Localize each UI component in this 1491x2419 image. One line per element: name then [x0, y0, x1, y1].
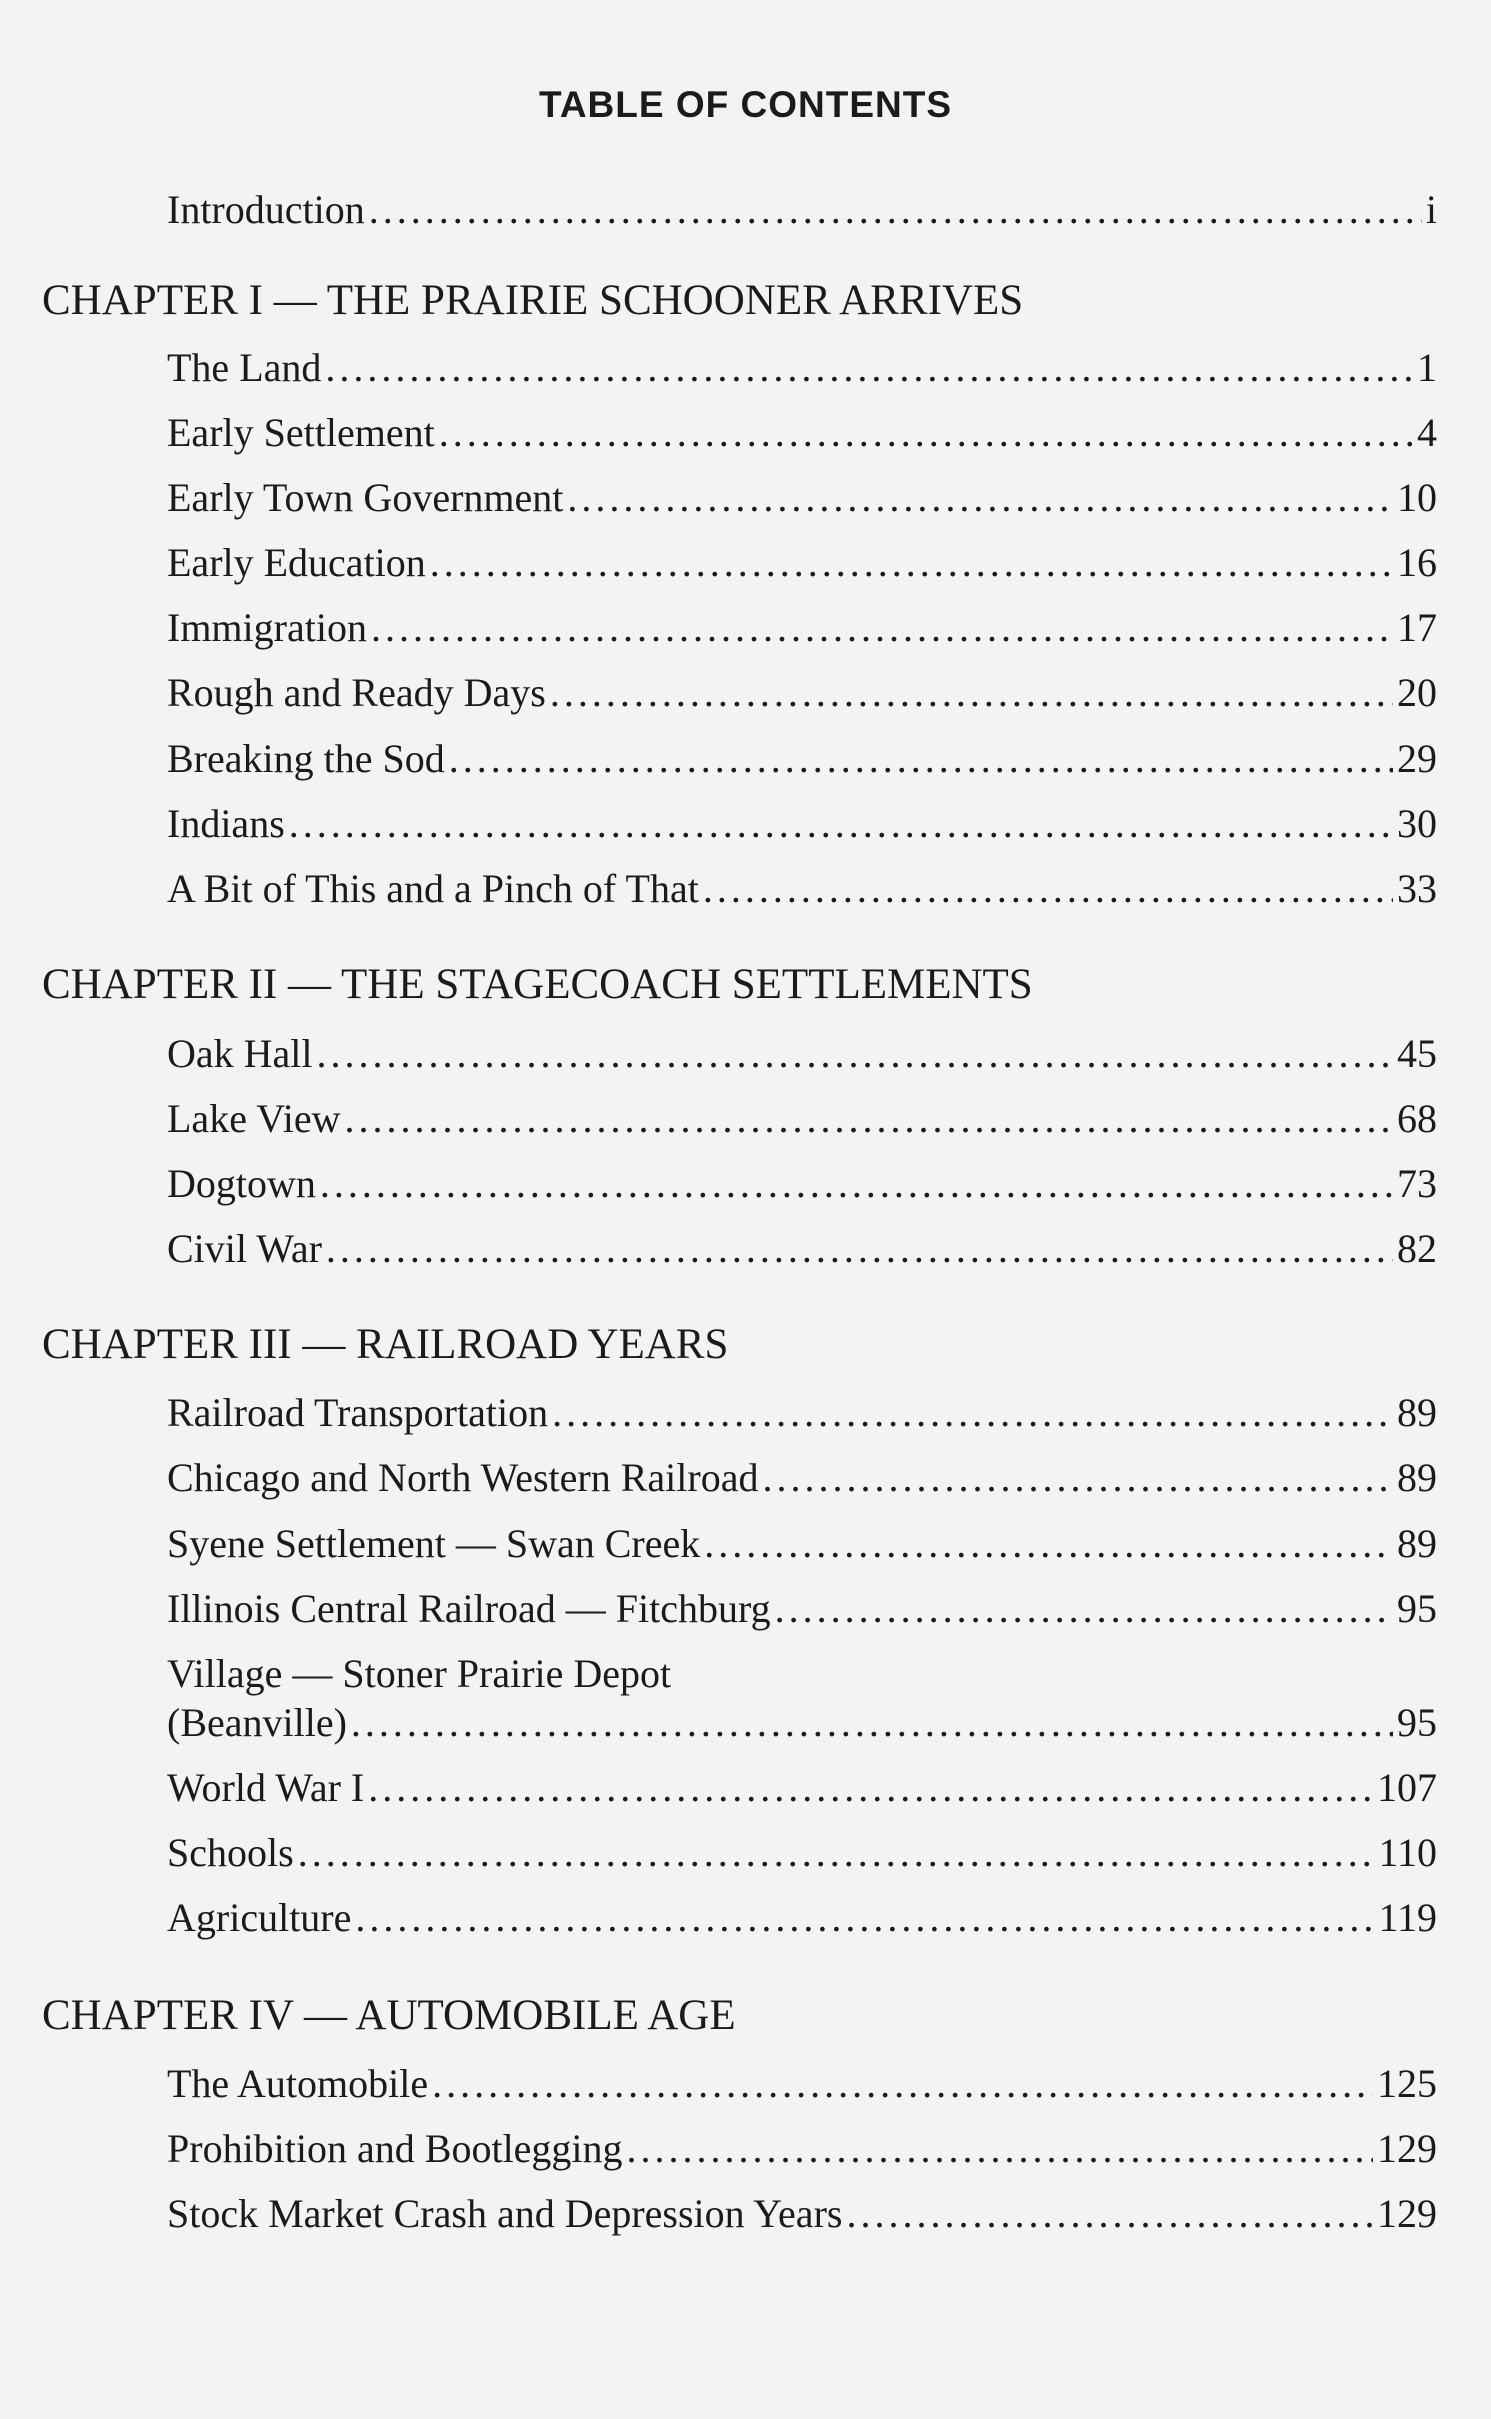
entry-label: Civil War	[167, 1226, 322, 1271]
dot-leader	[567, 472, 1393, 524]
entry-label: Agriculture	[167, 1895, 352, 1940]
entry-label: Breaking the Sod	[167, 736, 445, 781]
entry-page: 129	[1377, 2191, 1437, 2236]
dot-leader	[371, 602, 1393, 654]
dot-leader	[320, 1158, 1393, 1210]
entry-label: Railroad Transportation	[167, 1390, 549, 1435]
toc-entry	[167, 1158, 1437, 1210]
entry-label: Lake View	[167, 1096, 341, 1141]
toc-entry	[167, 472, 1437, 524]
entry-label-line1: Village — Stoner Prairie Depot	[167, 1651, 672, 1696]
entry-label: The Land	[167, 345, 322, 390]
toc-entry	[167, 1583, 1437, 1635]
entry-page: 119	[1378, 1895, 1437, 1940]
toc-entry	[167, 798, 1437, 850]
dot-leader	[775, 1583, 1393, 1635]
entry-label: The Automobile	[167, 2061, 429, 2106]
dot-leader	[703, 863, 1393, 915]
dot-leader	[430, 537, 1393, 589]
entry-page: 10	[1397, 475, 1437, 520]
entry-label: (Beanville)	[167, 1700, 347, 1745]
toc-entry	[167, 1093, 1437, 1145]
toc-entry	[167, 2123, 1437, 2175]
toc-entry	[167, 1028, 1437, 1080]
entry-page: 129	[1377, 2126, 1437, 2171]
entry-label: Early Settlement	[167, 410, 435, 455]
entry-page: 110	[1378, 1830, 1437, 1875]
toc-entry	[167, 342, 1437, 394]
dot-leader	[449, 733, 1393, 785]
toc-title: TABLE OF CONTENTS	[538, 84, 952, 125]
entry-label: Immigration	[167, 605, 367, 650]
toc-entry	[167, 1452, 1437, 1504]
entry-page: 89	[1397, 1521, 1437, 1566]
entry-label: Chicago and North Western Railroad	[167, 1455, 759, 1500]
dot-leader	[439, 407, 1413, 459]
entry-label: Introduction	[167, 187, 365, 232]
dot-leader	[762, 1452, 1393, 1504]
entry-page: i	[1425, 187, 1437, 232]
entry-label: Stock Market Crash and Depression Years	[167, 2191, 843, 2236]
toc-entry	[167, 2188, 1437, 2240]
dot-leader	[552, 1387, 1393, 1439]
toc-entry	[167, 733, 1437, 785]
toc-entry	[167, 2058, 1437, 2110]
entry-label: Dogtown	[167, 1161, 316, 1206]
dot-leader	[344, 1093, 1393, 1145]
entry-page: 1	[1417, 345, 1437, 390]
dot-leader	[369, 184, 1422, 236]
dot-leader	[326, 1223, 1393, 1275]
dot-leader	[846, 2188, 1373, 2240]
dot-leader	[432, 2058, 1373, 2110]
dot-leader	[289, 798, 1393, 850]
toc-entry	[167, 1892, 1437, 1944]
entry-page: 95	[1397, 1586, 1437, 1631]
dot-leader	[550, 667, 1393, 719]
entry-label: World War I	[167, 1765, 365, 1810]
entry-page: 33	[1397, 866, 1437, 911]
dot-leader	[627, 2123, 1373, 2175]
entry-page: 82	[1397, 1226, 1437, 1271]
chapter-heading-2: CHAPTER II — THE STAGECOACH SETTLEMENTS	[42, 961, 1033, 1008]
toc-entry	[167, 1697, 1437, 1749]
chapter-heading-4: CHAPTER IV — AUTOMOBILE AGE	[42, 1992, 736, 2039]
entry-label: Early Town Government	[167, 475, 564, 520]
entry-page: 17	[1397, 605, 1437, 650]
dot-leader	[368, 1762, 1373, 1814]
entry-page: 30	[1397, 801, 1437, 846]
entry-page: 125	[1377, 2061, 1437, 2106]
toc-entry	[167, 1518, 1437, 1570]
dot-leader	[351, 1697, 1393, 1749]
entry-label: Oak Hall	[167, 1031, 313, 1076]
entry-page: 4	[1417, 410, 1437, 455]
entry-page: 95	[1397, 1700, 1437, 1745]
dot-leader	[355, 1892, 1374, 1944]
dot-leader	[298, 1827, 1375, 1879]
dot-leader	[704, 1518, 1393, 1570]
entry-label: Schools	[167, 1830, 294, 1875]
toc-entry	[167, 1827, 1437, 1879]
chapter-heading-3: CHAPTER III — RAILROAD YEARS	[42, 1321, 729, 1368]
entry-label: A Bit of This and a Pinch of That	[167, 866, 699, 911]
toc-entry	[167, 537, 1437, 589]
entry-page: 68	[1397, 1096, 1437, 1141]
entry-page: 89	[1397, 1390, 1437, 1435]
toc-entry	[167, 407, 1437, 459]
chapter-heading-1: CHAPTER I — THE PRAIRIE SCHOONER ARRIVES	[42, 277, 1024, 324]
entry-page: 89	[1397, 1455, 1437, 1500]
toc-entry	[167, 1223, 1437, 1275]
dot-leader	[325, 342, 1413, 394]
entry-label: Rough and Ready Days	[167, 670, 546, 715]
entry-label: Syene Settlement — Swan Creek	[167, 1521, 701, 1566]
toc-entry-introduction	[167, 184, 1437, 236]
entry-page: 20	[1397, 670, 1437, 715]
toc-entry	[167, 1387, 1437, 1439]
toc-entry	[167, 1762, 1437, 1814]
dot-leader	[317, 1028, 1393, 1080]
entry-page: 73	[1397, 1161, 1437, 1206]
entry-page: 16	[1397, 540, 1437, 585]
toc-entry	[167, 667, 1437, 719]
entry-label: Early Education	[167, 540, 426, 585]
entry-page: 107	[1377, 1765, 1437, 1810]
toc-entry	[167, 602, 1437, 654]
entry-page: 45	[1397, 1031, 1437, 1076]
entry-label: Illinois Central Railroad — Fitchburg	[167, 1586, 771, 1631]
entry-page: 29	[1397, 736, 1437, 781]
toc-entry	[167, 863, 1437, 915]
entry-label: Indians	[167, 801, 285, 846]
entry-label: Prohibition and Bootlegging	[167, 2126, 623, 2171]
